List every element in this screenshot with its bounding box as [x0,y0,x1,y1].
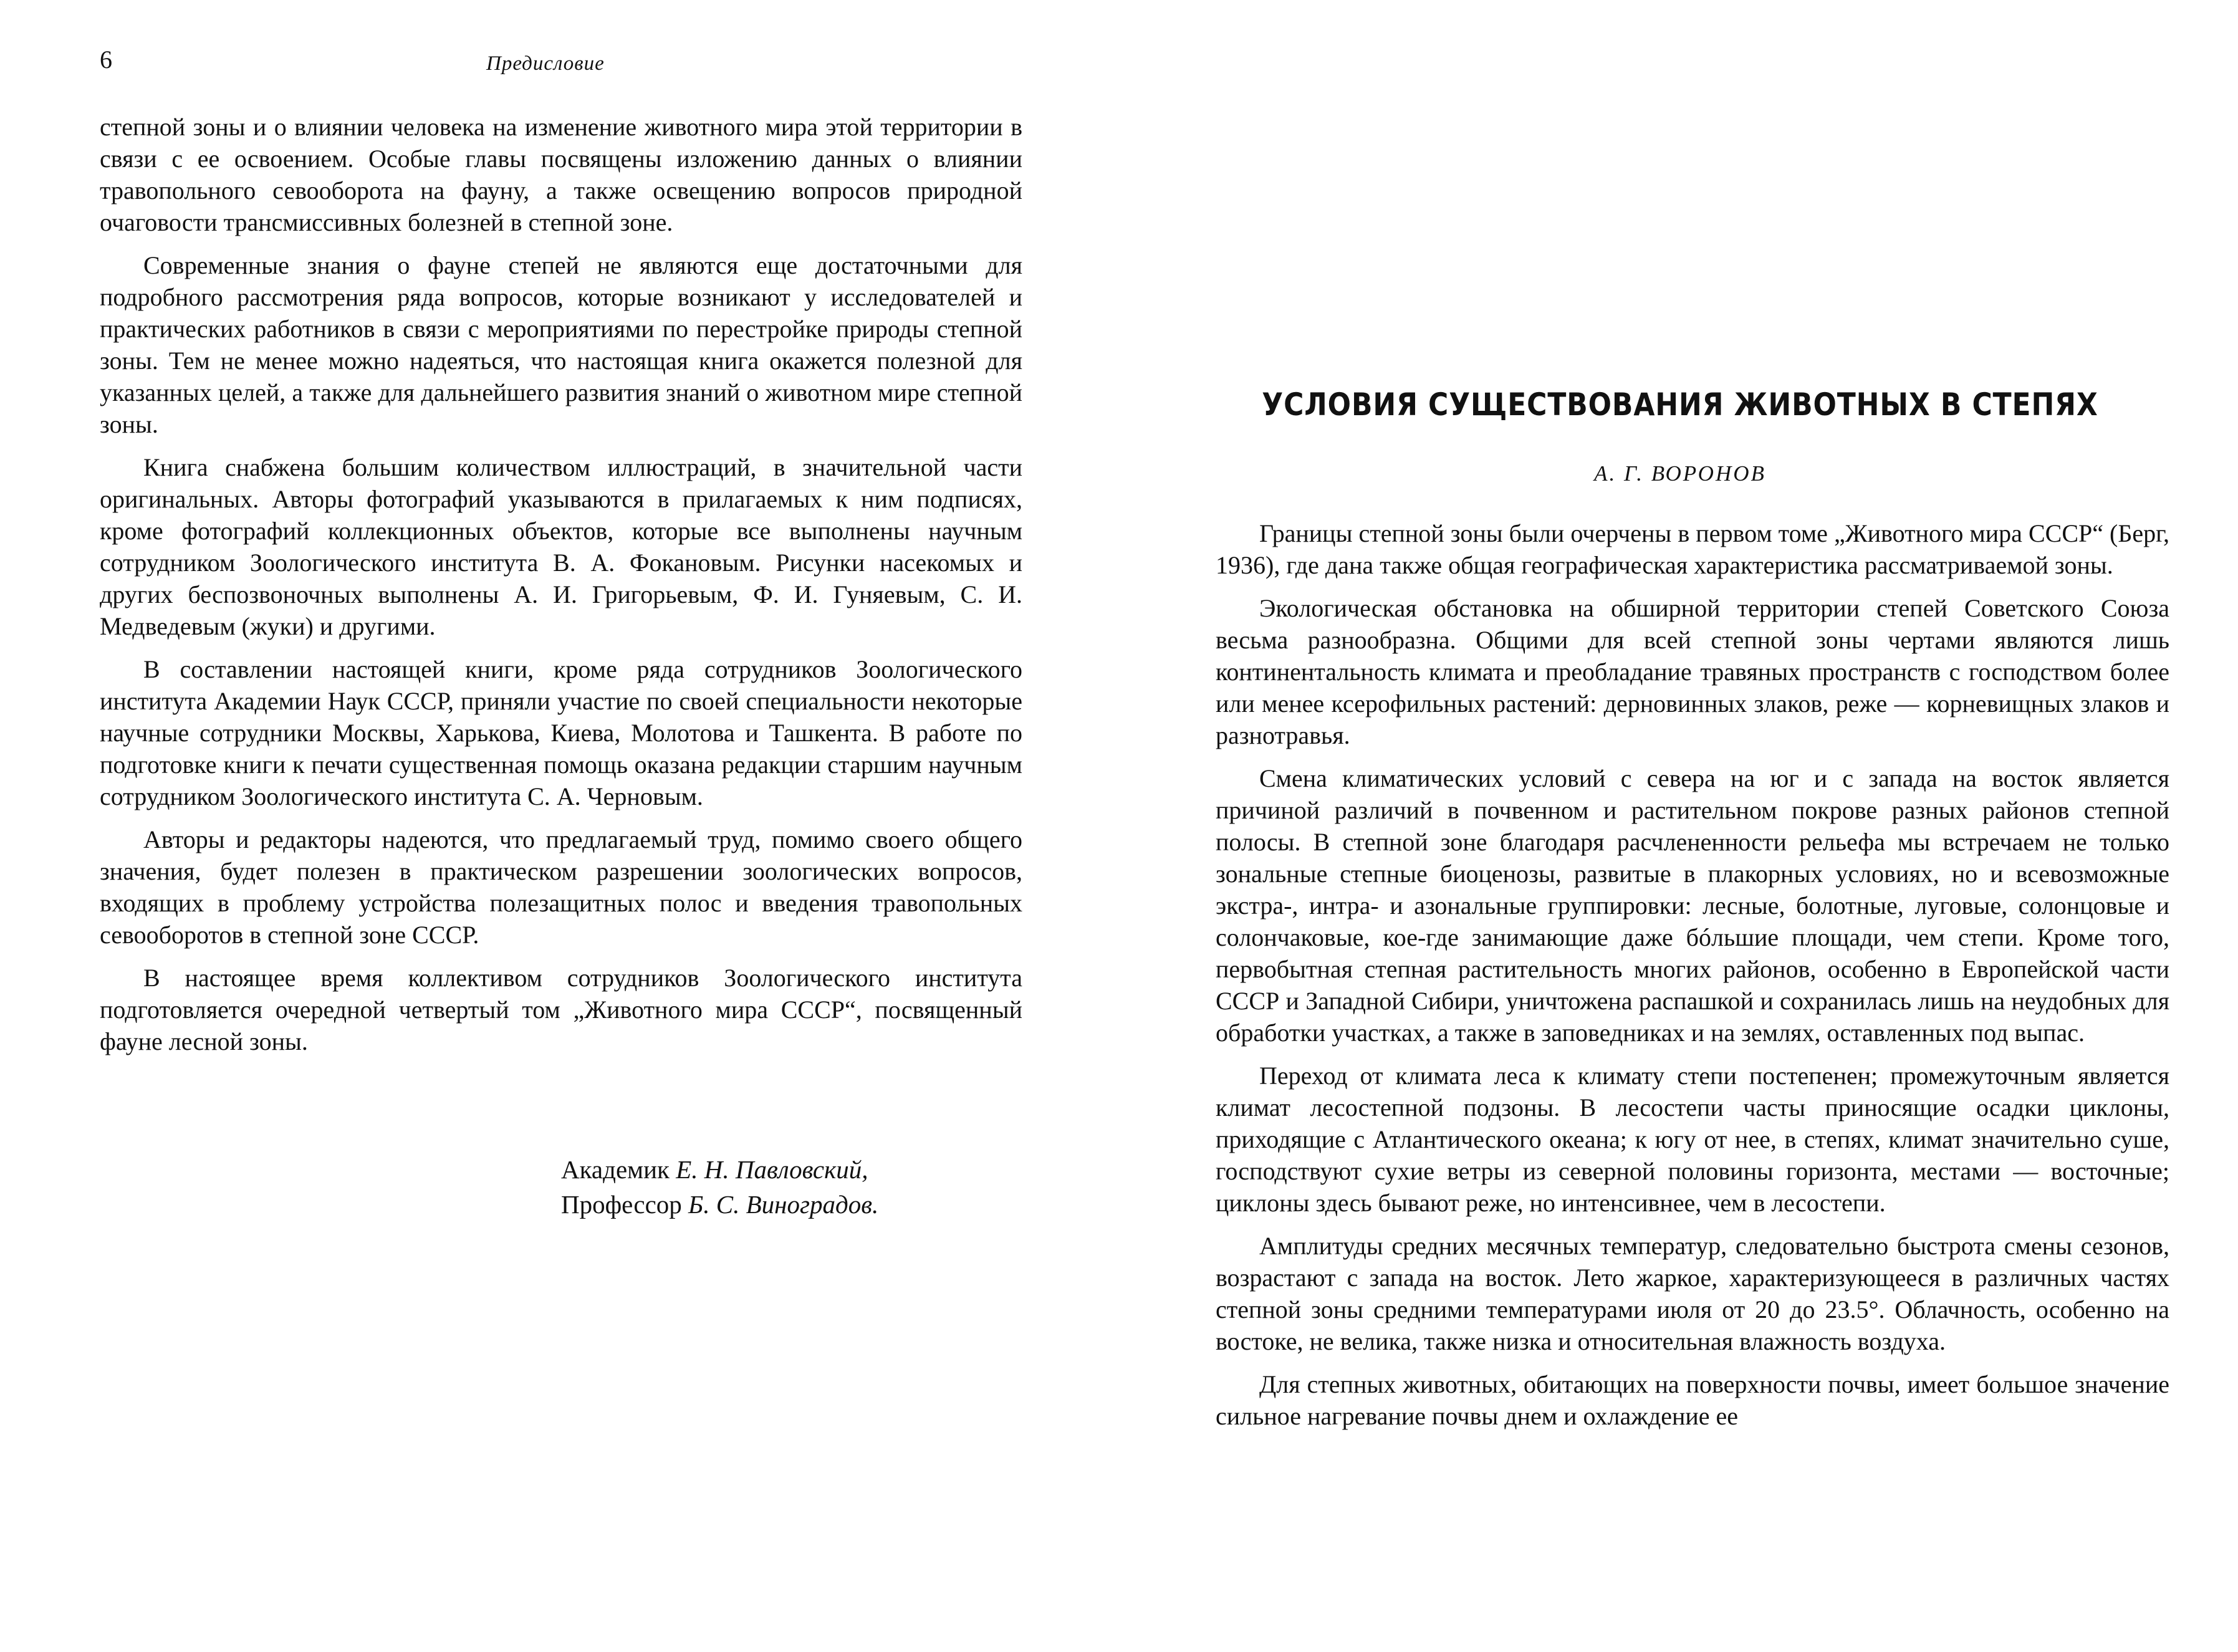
paragraph: В составлении настоящей книги, кроме ряда сотрудников Зоологического института Академии Наук СССР, приняли участие по своей специальности некоторые научные сотрудники Москвы, Харькова, Киева, Молотова и Ташкента. В работе по подготовке книги к печати существенная помощь оказана редакции старшим научным сотрудником Зоологического института С. А. Черновым. [100,655,1022,810]
article-text [1216,517,2169,1443]
paragraph: Книга снабжена большим количеством иллюстраций, в значительной части оригинальных. Авторы фотографий указываются в прилагаемых к ним подписях, кроме фотографий коллекционных объектов, которые все выполнены научным сотрудником Зоологического института В. А. Фокановым. Рисунки насекомых и других беспозвоночных выполнены А. И. Григорьевым, Ф. И. Гуняевым, С. И. Медведевым (жуки) и другими. [100,453,1022,640]
paragraph: В настоящее время коллективом сотрудников Зоологического института подготовляется очередной четвертый том „Животного мира СССР“, посвященный фауне лесной зоны. [100,964,1022,1055]
right-page [1122,0,2238,1652]
signature-name: Е. Н. Павловский, [676,1155,868,1184]
preface-text [100,111,1022,1069]
running-head: Предисловие [486,52,605,75]
signature-name: Б. С. Виноградов. [688,1190,879,1219]
paragraph: Для степных животных, обитающих на поверхности почвы, имеет большое значение сильное нагревание почвы днем и охлаждение ее [1216,1370,2169,1430]
signature-line [561,1152,878,1187]
paragraph: Амплитуды средних месячных температур, следовательно быстрота смены сезонов, возрастают с запада на восток. Лето жаркое, характеризующееся в различных частях степной зоны средними температурами июля от 20 до 23.5°. Облачность, особенно на востоке, не велика, также низка и относительная влажность воздуха. [1216,1232,2169,1355]
signatures [561,1152,878,1222]
page-number: 6 [100,46,112,74]
signature-role: Академик [561,1155,670,1184]
paragraph: Авторы и редакторы надеются, что предлагаемый труд, помимо своего общего значения, будет полезен в практическом разрешении зоологических вопросов, входящих в проблему устройства полезащитных полос и введения травопольных севооборотов в степной зоне СССР. [100,825,1022,949]
paragraph: Переход от климата леса к климату степи постепенен; промежуточным является климат лесостепной подзоны. В лесостепи часты приносящие осадки циклоны, приходящие с Атлантического океана; к югу от нее, в степях, климат значительно суше, господствуют сухие ветры из северной половины горизонта, местами — восточные; циклоны здесь бывают реже, но интенсивнее, чем в лесостепи. [1216,1062,2169,1217]
paragraph: Современные знания о фауне степей не являются еще достаточными для подробного рассмотрения ряда вопросов, которые возникают у исследователей и практических работников в связи с мероприятиями по перестройке природы степной зоны. Тем не менее можно надеяться, что настоящая книга окажется полезной для указанных целей, а также для дальнейшего развития знаний о животном мире степной зоны. [100,251,1022,438]
paragraph: Границы степной зоны были очерчены в первом томе „Животного мира СССР“ (Берг, 1936), где дана также общая географическая характеристика рассматриваемой зоны. [1216,519,2169,579]
signature-line [561,1187,878,1222]
article-author: А. Г. ВОРОНОВ [1594,461,1766,486]
paragraph: Смена климатических условий с севера на юг и с запада на восток является причиной различий в почвенном и растительном покрове разных районов степной полосы. В степной зоне благодаря расчлененности рельефа мы встречаем не только зональные степные биоценозы, развитые в плакорных условиях, но и всевозможные экстра-, интра- и азональные группировки: лесные, болотные, луговые, солонцовые и солончаковые, кое-где занимающие даже бóльшие площади, чем степи. Кроме того, первобытная степная растительность многих районов, особенно в Европейской части СССР и Западной Сибири, уничтожена распашкой и сохранилась лишь на неудобных для обработки участках, а также в заповедниках и на землях, оставленных под выпас. [1216,764,2169,1047]
signature-role: Профессор [561,1190,682,1219]
left-page [0,0,1060,1652]
paragraph: Экологическая обстановка на обширной территории степей Советского Союза весьма разнообразна. Общими для всей степной зоны чертами являются лишь континентальность климата и преобладание травяных пространств с господством более или менее ксерофильных растений: дерновинных злаков, реже — корневищных злаков и разнотравья. [1216,594,2169,749]
article-title: УСЛОВИЯ СУЩЕСТВОВАНИЯ ЖИВОТНЫХ В СТЕПЯХ [1262,387,2098,423]
paragraph: степной зоны и о влиянии человека на изменение животного мира этой территории в связи с ее освоением. Особые главы посвящены изложению данных о влиянии травопольного севооборота на фауну, а также освещению вопросов природной очаговости трансмиссивных болезней в степной зоне. [100,113,1022,236]
